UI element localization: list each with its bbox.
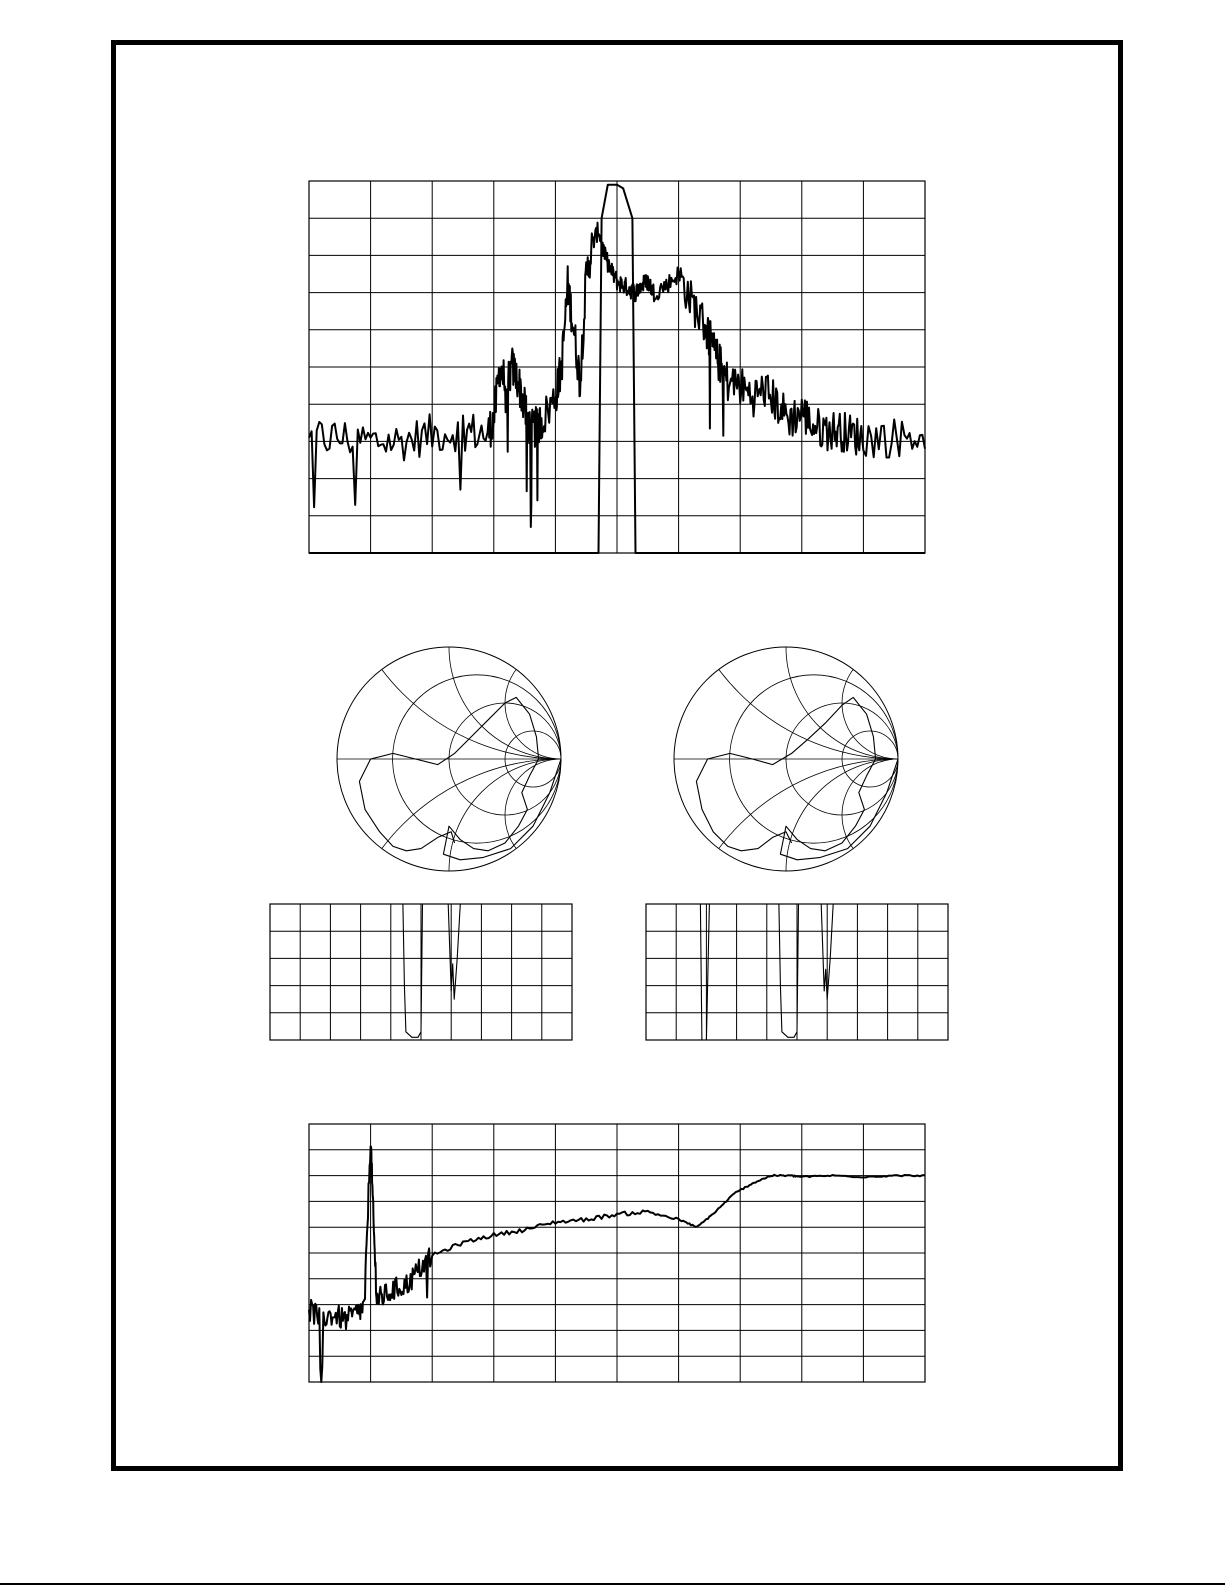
smith-right-reactance-arc xyxy=(842,759,954,871)
smith-left-reactance-arc xyxy=(505,759,617,871)
smith-right-reactance-arc xyxy=(842,647,954,759)
smith-right-reactance-arc xyxy=(786,759,1010,983)
smith-left-reactance-arc xyxy=(449,759,673,983)
spectrum-chart xyxy=(309,181,925,553)
smith-left-reactance-arc xyxy=(505,647,617,759)
time-trace-chart xyxy=(309,1124,925,1382)
smith-right-reactance-arc xyxy=(674,759,1122,1207)
smith-right-reactance-arc xyxy=(786,535,1010,759)
